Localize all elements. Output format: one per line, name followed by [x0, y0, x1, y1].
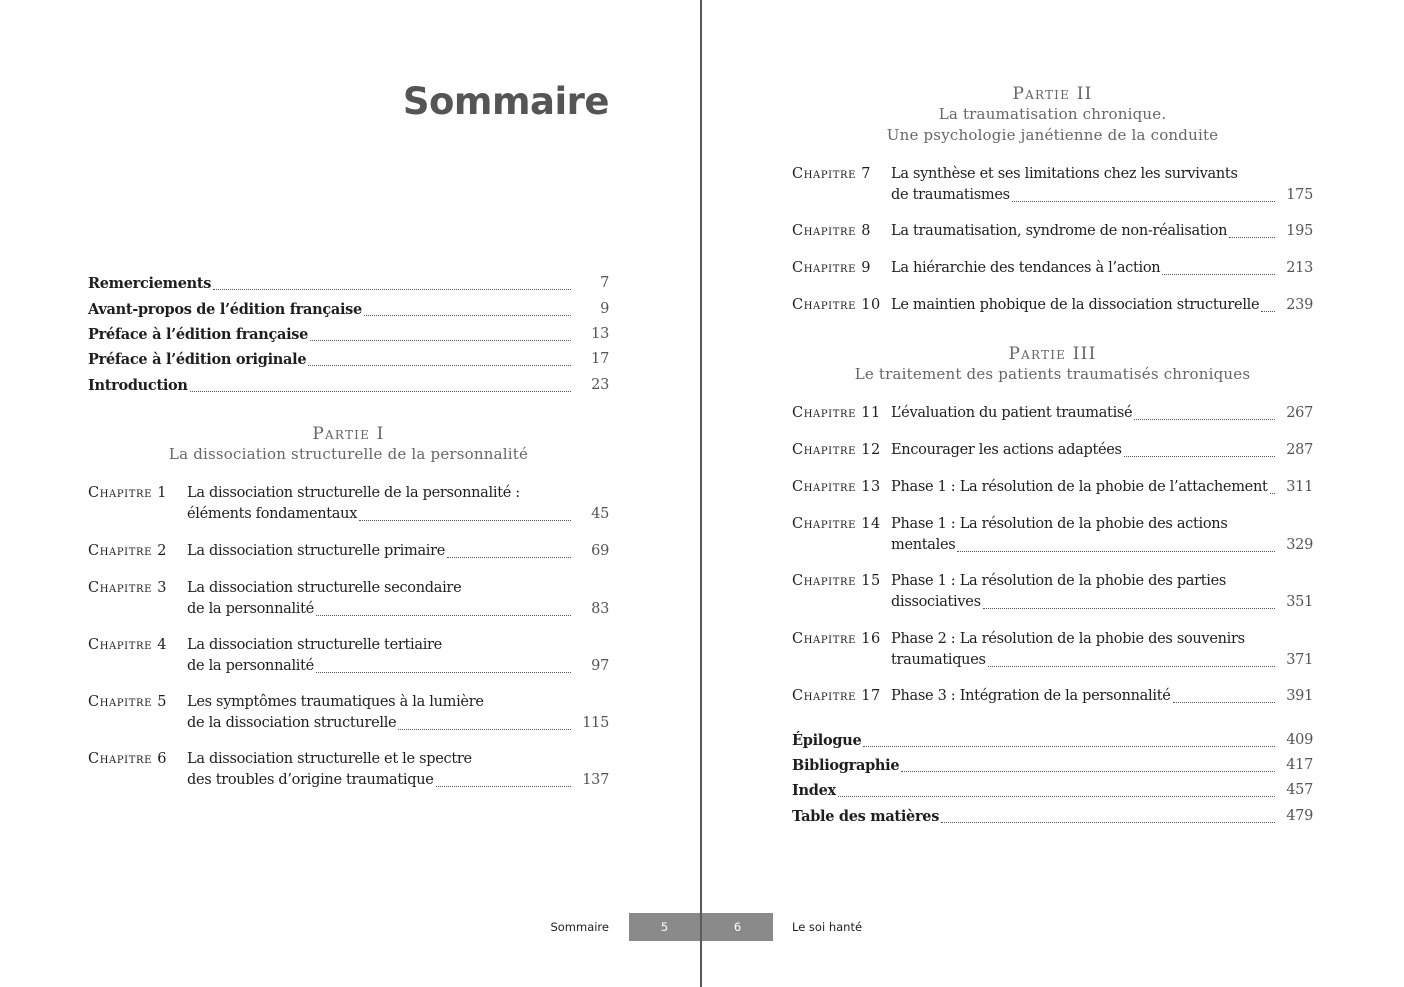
chapter-label: Chapitre 10 [792, 297, 881, 313]
dot-leader [190, 390, 571, 392]
dot-leader [1229, 236, 1275, 238]
dot-leader [398, 728, 571, 730]
chapter-title-line1: Phase 2 : La résolution de la phobie des souvenirs [891, 631, 1245, 647]
chapter-label: Chapitre 3 [88, 580, 168, 596]
toc-entry-label: Index [792, 782, 836, 799]
toc-entry-label: Préface à l’édition originale [88, 351, 307, 368]
toc-entry-page: 9 [600, 301, 609, 317]
chapter-page: 195 [1286, 223, 1313, 239]
footer-page-number-right: 6 [702, 913, 773, 941]
chapter-title-line2: L’évaluation du patient traumatisé [891, 405, 1133, 421]
footer-running-title-right: Le soi hanté [792, 920, 863, 934]
chapter-title-line2: de la personnalité [187, 601, 314, 617]
dot-leader [1261, 310, 1275, 312]
chapter-page: 45 [591, 506, 609, 522]
chapter-title-line1: La dissociation structurelle de la personnalité : [187, 485, 520, 501]
chapter-title-line1: La dissociation structurelle secondaire [187, 580, 462, 596]
chapter-page: 239 [1286, 297, 1313, 313]
chapter-title-line1: Phase 1 : La résolution de la phobie des actions [891, 516, 1228, 532]
toc-entry-page: 479 [1286, 808, 1313, 824]
chapter-title-line1: La dissociation structurelle et le spectre [187, 751, 472, 767]
dot-leader [436, 785, 571, 787]
toc-entry-page: 457 [1286, 782, 1313, 798]
chapter-page: 69 [591, 543, 609, 559]
chapter-title-line1: La synthèse et ses limitations chez les survivants [891, 166, 1238, 182]
chapter-title-line2: de la personnalité [187, 658, 314, 674]
toc-entry-label: Introduction [88, 377, 188, 394]
chapter-title-line2: La dissociation structurelle primaire [187, 543, 446, 559]
chapter-label: Chapitre 8 [792, 223, 872, 239]
dot-leader [310, 339, 571, 341]
chapter-title-line2: La hiérarchie des tendances à l’action [891, 260, 1161, 276]
footer-running-title-left: Sommaire [550, 920, 609, 934]
toc-entry-label: Remerciements [88, 275, 212, 292]
dot-leader [957, 550, 1275, 552]
toc-entry-page: 409 [1286, 732, 1313, 748]
chapter-label: Chapitre 7 [792, 166, 872, 182]
chapter-title-line2: dissociatives [891, 594, 981, 610]
dot-leader [1270, 492, 1275, 494]
chapter-label: Chapitre 9 [792, 260, 872, 276]
chapter-page: 97 [591, 658, 609, 674]
part-heading [88, 424, 609, 465]
chapter-title-line1: Les symptômes traumatiques à la lumière [187, 694, 484, 710]
chapter-title-line2: Phase 1 : La résolution de la phobie de l’attachement [891, 479, 1268, 495]
dot-leader [863, 745, 1275, 747]
toc-entry-label: Bibliographie [792, 757, 900, 774]
dot-leader [308, 364, 571, 366]
dot-leader [316, 614, 571, 616]
footer-page-number-left: 5 [629, 913, 700, 941]
chapter-label: Chapitre 1 [88, 485, 168, 501]
dot-leader [983, 607, 1275, 609]
chapter-page: 83 [591, 601, 609, 617]
chapter-page: 115 [582, 715, 609, 731]
chapter-label: Chapitre 12 [792, 442, 881, 458]
part-subtitle: La traumatisation chronique. [938, 105, 1167, 123]
chapter-label: Chapitre 2 [88, 543, 168, 559]
chapter-page: 267 [1286, 405, 1313, 421]
dot-leader [941, 821, 1275, 823]
chapter-title-line2: éléments fondamentaux [187, 506, 358, 522]
part-subtitle: Une psychologie janétienne de la conduite [886, 126, 1219, 144]
dot-leader [988, 665, 1275, 667]
chapter-page: 311 [1286, 479, 1313, 495]
chapter-title-line2: de la dissociation structurelle [187, 715, 397, 731]
toc-entry-page: 13 [591, 326, 609, 342]
chapter-title-line2: Phase 3 : Intégration de la personnalité [891, 688, 1171, 704]
chapter-page: 391 [1286, 688, 1313, 704]
toc-entry-label: Épilogue [792, 732, 862, 749]
chapter-label: Chapitre 6 [88, 751, 168, 767]
dot-leader [838, 795, 1275, 797]
chapter-label: Chapitre 17 [792, 688, 881, 704]
dot-leader [1012, 200, 1275, 202]
chapter-label: Chapitre 5 [88, 694, 168, 710]
chapter-title-line2: de traumatismes [891, 187, 1010, 203]
chapter-page: 175 [1286, 187, 1313, 203]
part-subtitle: La dissociation structurelle de la personnalité [168, 445, 529, 463]
toc-entry-label: Préface à l’édition française [88, 326, 309, 343]
chapter-title-line2: des troubles d’origine traumatique [187, 772, 434, 788]
dot-leader [1173, 701, 1275, 703]
chapter-title-line2: mentales [891, 537, 956, 553]
chapter-label: Chapitre 15 [792, 573, 881, 589]
chapter-title-line1: La dissociation structurelle tertiaire [187, 637, 442, 653]
dot-leader [316, 671, 571, 673]
part-heading [792, 84, 1313, 146]
chapter-label: Chapitre 16 [792, 631, 881, 647]
chapter-page: 137 [582, 772, 609, 788]
dot-leader [447, 556, 571, 558]
dot-leader [1124, 455, 1275, 457]
chapter-title-line2: traumatiques [891, 652, 986, 668]
part-label: Partie I [312, 424, 385, 444]
dot-leader [901, 770, 1275, 772]
toc-entry-label: Table des matières [792, 808, 940, 825]
chapter-page: 287 [1286, 442, 1313, 458]
chapter-title-line2: Encourager les actions adaptées [891, 442, 1122, 458]
right-page [792, 0, 1313, 987]
part-heading [792, 344, 1313, 385]
chapter-label: Chapitre 14 [792, 516, 881, 532]
chapter-label: Chapitre 13 [792, 479, 881, 495]
chapter-title-line2: Le maintien phobique de la dissociation structurelle [891, 297, 1260, 313]
part-subtitle: Le traitement des patients traumatisés chroniques [854, 365, 1251, 383]
dot-leader [359, 519, 571, 521]
dot-leader [213, 288, 571, 290]
dot-leader [364, 314, 571, 316]
chapter-title-line1: Phase 1 : La résolution de la phobie des parties [891, 573, 1227, 589]
chapter-page: 371 [1286, 652, 1313, 668]
part-label: Partie II [1012, 84, 1093, 104]
part-label: Partie III [1008, 344, 1097, 364]
chapter-label: Chapitre 11 [792, 405, 881, 421]
chapter-page: 213 [1286, 260, 1313, 276]
chapter-page: 351 [1286, 594, 1313, 610]
toc-entry-page: 417 [1286, 757, 1313, 773]
dot-leader [1162, 273, 1275, 275]
chapter-label: Chapitre 4 [88, 637, 168, 653]
chapter-title-line2: La traumatisation, syndrome de non-réalisation [891, 223, 1228, 239]
toc-entry-page: 7 [600, 275, 609, 291]
dot-leader [1134, 418, 1275, 420]
page-title: Sommaire [402, 80, 609, 123]
book-gutter [700, 0, 702, 987]
toc-entry-page: 23 [591, 377, 609, 393]
chapter-page: 329 [1286, 537, 1313, 553]
toc-entry-page: 17 [591, 351, 609, 367]
left-page [88, 0, 609, 987]
toc-entry-label: Avant-propos de l’édition française [88, 301, 362, 318]
